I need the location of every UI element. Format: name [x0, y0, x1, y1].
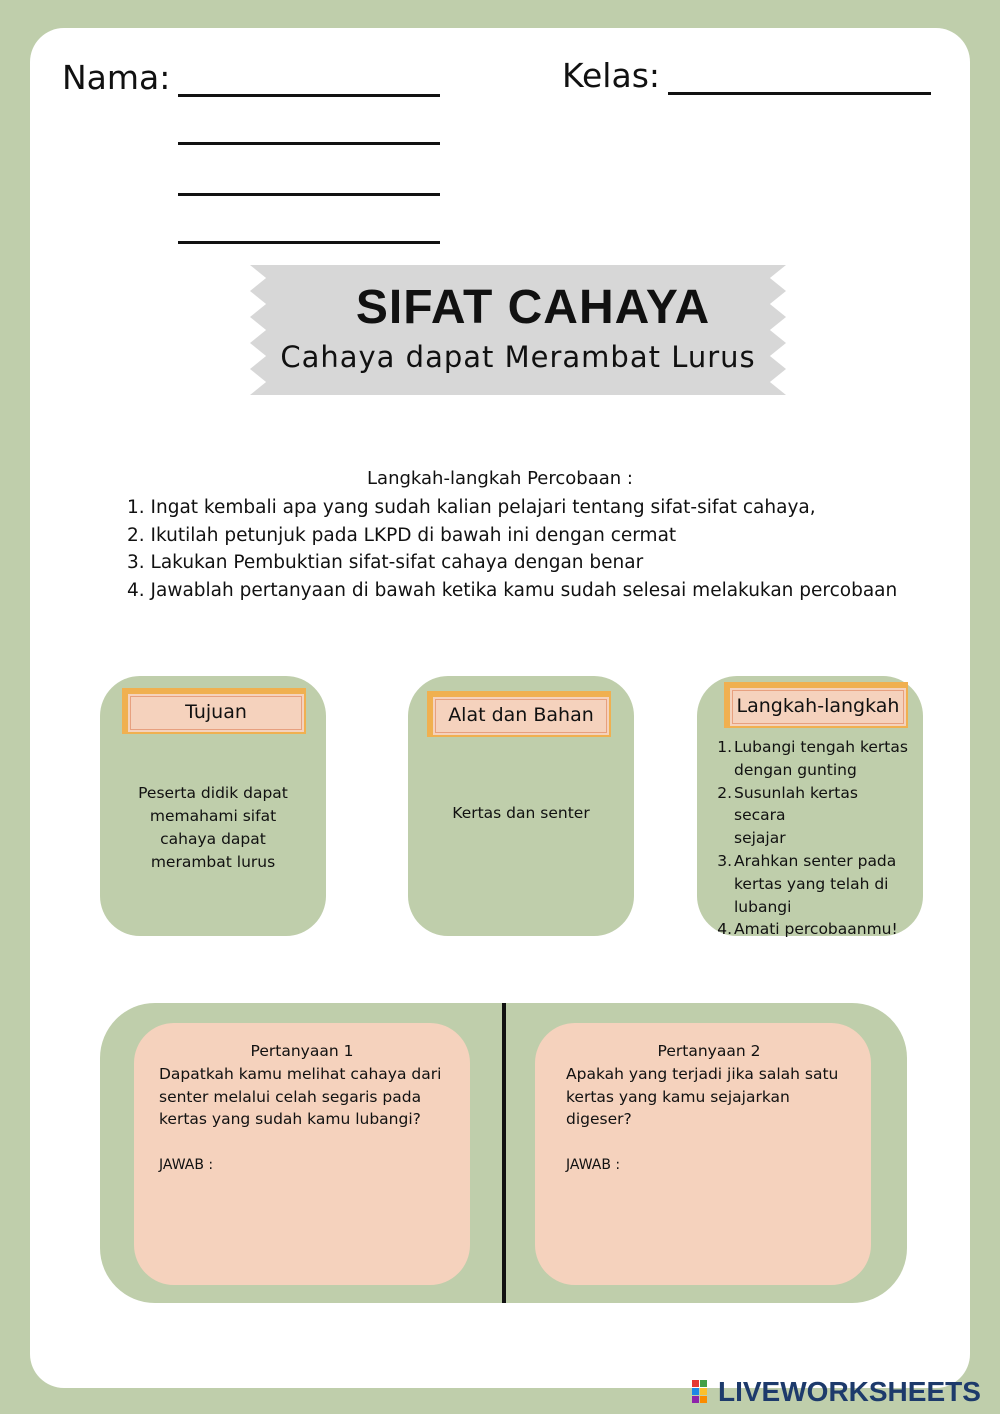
instructions-list [127, 494, 897, 604]
questions-divider [502, 1003, 506, 1303]
question-2-line: kertas yang kamu sejajarkan [566, 1087, 790, 1106]
tag-alat-bahan: Alat dan Bahan [431, 695, 611, 737]
page-title: SIFAT CAHAYA [355, 281, 711, 334]
langkah-line: lubangi [734, 897, 792, 916]
class-label: Kelas: [562, 56, 661, 95]
name-line-2[interactable] [178, 142, 440, 145]
langkah-num: 1. [717, 738, 732, 756]
langkah-item [714, 782, 914, 850]
tag-langkah: Langkah-langkah [728, 686, 908, 728]
question-1-answer-label: JAWAB : [159, 1157, 214, 1173]
alat-bahan-text: Kertas dan senter [452, 804, 590, 822]
name-label: Nama: [62, 58, 171, 97]
question-1-line: senter melalui celah segaris pada [159, 1087, 422, 1106]
langkah-num: 4. [717, 920, 732, 939]
page-subtitle: Cahaya dapat Merambat Lurus [280, 340, 756, 374]
langkah-list [714, 736, 914, 941]
langkah-line: sejajar [734, 829, 786, 848]
liveworksheets-logo-icon [692, 1380, 716, 1404]
tujuan-line: Peserta didik dapat [138, 784, 288, 802]
question-1-title: Pertanyaan 1 [250, 1042, 354, 1060]
langkah-line: Lubangi tengah kertas [734, 738, 908, 756]
liveworksheets-brand: LIVEWORKSHEETS [718, 1376, 981, 1407]
tujuan-line: memahami sifat [149, 807, 277, 825]
tujuan-line: merambat lurus [150, 853, 276, 871]
name-line-4[interactable] [178, 241, 440, 244]
langkah-item [714, 918, 914, 941]
langkah-line: dengan gunting [734, 760, 857, 779]
question-1-line: kertas yang sudah kamu lubangi? [159, 1110, 421, 1129]
langkah-item [714, 736, 914, 782]
question-1-text [159, 1063, 441, 1131]
tujuan-text [112, 782, 314, 874]
langkah-line: Amati percobaanmu! [734, 920, 898, 939]
question-2-title: Pertanyaan 2 [657, 1042, 761, 1060]
class-line[interactable] [668, 92, 931, 95]
question-2-line: digeser? [566, 1110, 632, 1129]
langkah-line: Susunlah kertas secara [734, 783, 858, 825]
instruction-item: 1. Ingat kembali apa yang sudah kalian pelajari tentang sifat-sifat cahaya, [127, 497, 816, 518]
tujuan-line: cahaya dapat [160, 830, 266, 848]
instruction-item: 4. Jawablah pertanyaan di bawah ketika kamu sudah selesai melakukan percobaan [127, 579, 898, 601]
langkah-line: Arahkan senter pada [734, 851, 897, 870]
name-line-1[interactable] [178, 94, 440, 97]
tag-tujuan: Tujuan [126, 692, 306, 734]
name-line-3[interactable] [178, 193, 440, 196]
langkah-num: 3. [717, 851, 732, 870]
langkah-line: kertas yang telah di [734, 874, 889, 893]
question-2-text [566, 1063, 838, 1131]
instruction-item: 3. Lakukan Pembuktian sifat-sifat cahaya dengan benar [127, 552, 644, 573]
langkah-num: 2. [717, 783, 732, 802]
instruction-item: 2. Ikutilah petunjuk pada LKPD di bawah ini dengan cermat [127, 524, 677, 546]
instructions-heading: Langkah-langkah Percobaan : [367, 468, 633, 489]
question-1-line: Dapatkah kamu melihat cahaya dari [159, 1065, 442, 1083]
question-2-answer-label: JAWAB : [566, 1157, 621, 1173]
question-2-line: Apakah yang terjadi jika salah satu [566, 1065, 839, 1083]
langkah-item [714, 850, 914, 918]
